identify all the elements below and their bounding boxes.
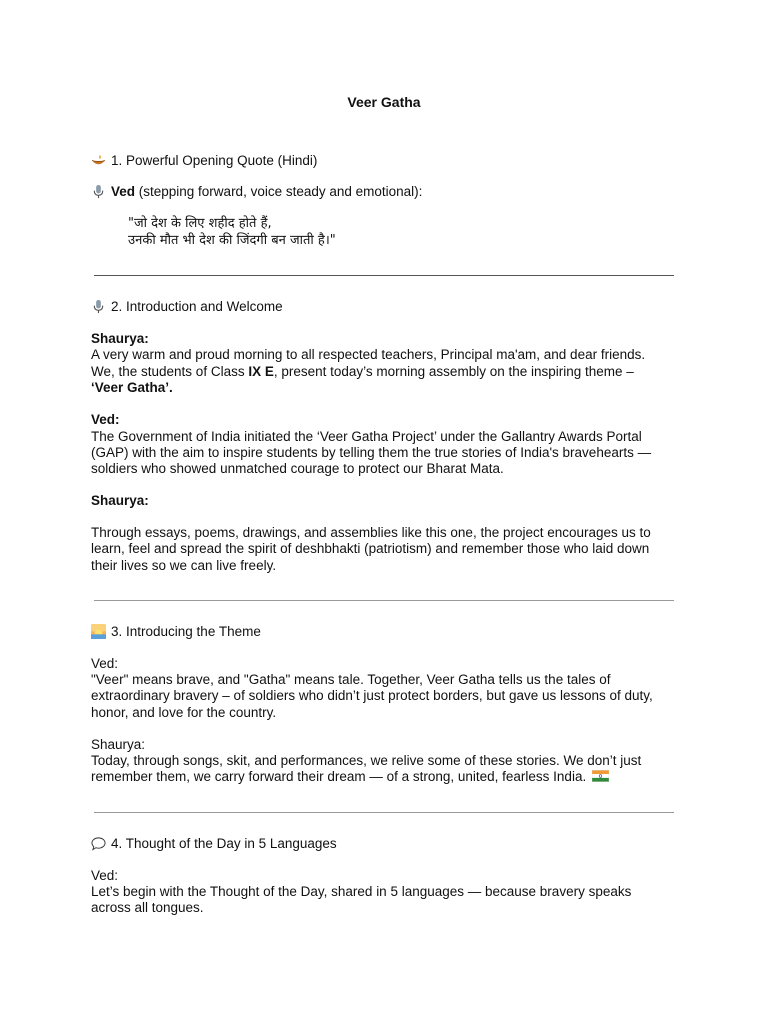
speaker-label: Ved:	[91, 868, 119, 883]
paragraph-line	[91, 380, 681, 397]
speech-bubble-icon	[91, 836, 106, 851]
speaker-label: Shaurya:	[91, 737, 146, 752]
section-divider	[94, 275, 674, 276]
speaker-label-text: Shaurya:	[91, 331, 149, 346]
paragraph-line: Let’s begin with the Thought of the Day, shared in 5 languages — because bravery speaks	[91, 884, 632, 899]
speaker-note: (stepping forward, voice steady and emotional):	[135, 184, 423, 199]
microphone-icon	[91, 184, 106, 199]
diya-lamp-icon	[91, 153, 106, 168]
india-flag-icon	[592, 770, 609, 782]
theme-name: ‘Veer Gatha’.	[91, 380, 173, 395]
paragraph-line: honor, and love for the country.	[91, 705, 277, 720]
paragraph-line: "Veer" means brave, and "Gatha" means tale. Together, Veer Gatha tells us the tales of	[91, 672, 611, 687]
section-3-heading	[91, 624, 681, 641]
speaker-label	[91, 412, 681, 429]
speaker-label-text: Shaurya:	[91, 493, 149, 508]
speaker-label	[91, 493, 681, 510]
section-divider	[94, 812, 674, 813]
section-2-heading-text: 2. Introduction and Welcome	[111, 299, 283, 314]
paragraph-line: soldiers who showed unmatched courage to protect our Bharat Mata.	[91, 461, 504, 476]
text-span: remember them, we carry forward their dream — of a strong, united, fearless India.	[91, 769, 590, 784]
quote-line-2: उनकी मौत भी देश की जिंदगी बन जाती है।"	[128, 233, 336, 248]
paragraph-line	[91, 364, 681, 381]
text-span: , present today’s morning assembly on the inspiring theme –	[273, 364, 634, 379]
paragraph-line: extraordinary bravery – of soldiers who didn’t just protect borders, but gave us lessons of duty,	[91, 688, 653, 703]
section-1-speaker-line	[91, 184, 681, 201]
speaker-label	[91, 331, 681, 348]
sunrise-icon	[91, 624, 106, 639]
speaker-label: Ved:	[91, 656, 119, 671]
paragraph-line: A very warm and proud morning to all respected teachers, Principal ma'am, and dear friends.	[91, 347, 646, 362]
quote-line-1: "जो देश के लिए शहीद होते हैं,	[128, 216, 272, 231]
paragraph-line: across all tongues.	[91, 900, 204, 915]
paragraph-line: learn, feel and spread the spirit of deshbhakti (patriotism) and remember those who laid down	[91, 541, 650, 556]
paragraph-line: Through essays, poems, drawings, and assemblies like this one, the project encourages us to	[91, 525, 651, 540]
paragraph-line: their lives so we can live freely.	[91, 558, 277, 573]
section-4-heading	[91, 836, 681, 853]
section-3-heading-text: 3. Introducing the Theme	[111, 624, 261, 639]
paragraph-line: (GAP) with the aim to inspire students by telling them the true stories of India's bravehearts —	[91, 445, 652, 460]
class-name: IX E	[248, 364, 274, 379]
paragraph-line: Today, through songs, skit, and performances, we relive some of these stories. We don’t just	[91, 753, 642, 768]
section-4-heading-text: 4. Thought of the Day in 5 Languages	[111, 836, 337, 851]
page-title: Veer Gatha	[347, 94, 421, 110]
section-1-heading-text: 1. Powerful Opening Quote (Hindi)	[111, 153, 318, 168]
paragraph-line	[91, 769, 681, 786]
microphone-icon	[91, 299, 106, 314]
section-1-heading	[91, 153, 681, 170]
section-divider	[94, 600, 674, 601]
speaker-name: Ved	[111, 184, 136, 199]
paragraph-line: The Government of India initiated the ‘Veer Gatha Project’ under the Gallantry Awards Portal	[91, 429, 642, 444]
speaker-label-text: Ved:	[91, 412, 120, 427]
section-2-heading	[91, 299, 681, 316]
text-span: We, the students of Class	[91, 364, 249, 379]
